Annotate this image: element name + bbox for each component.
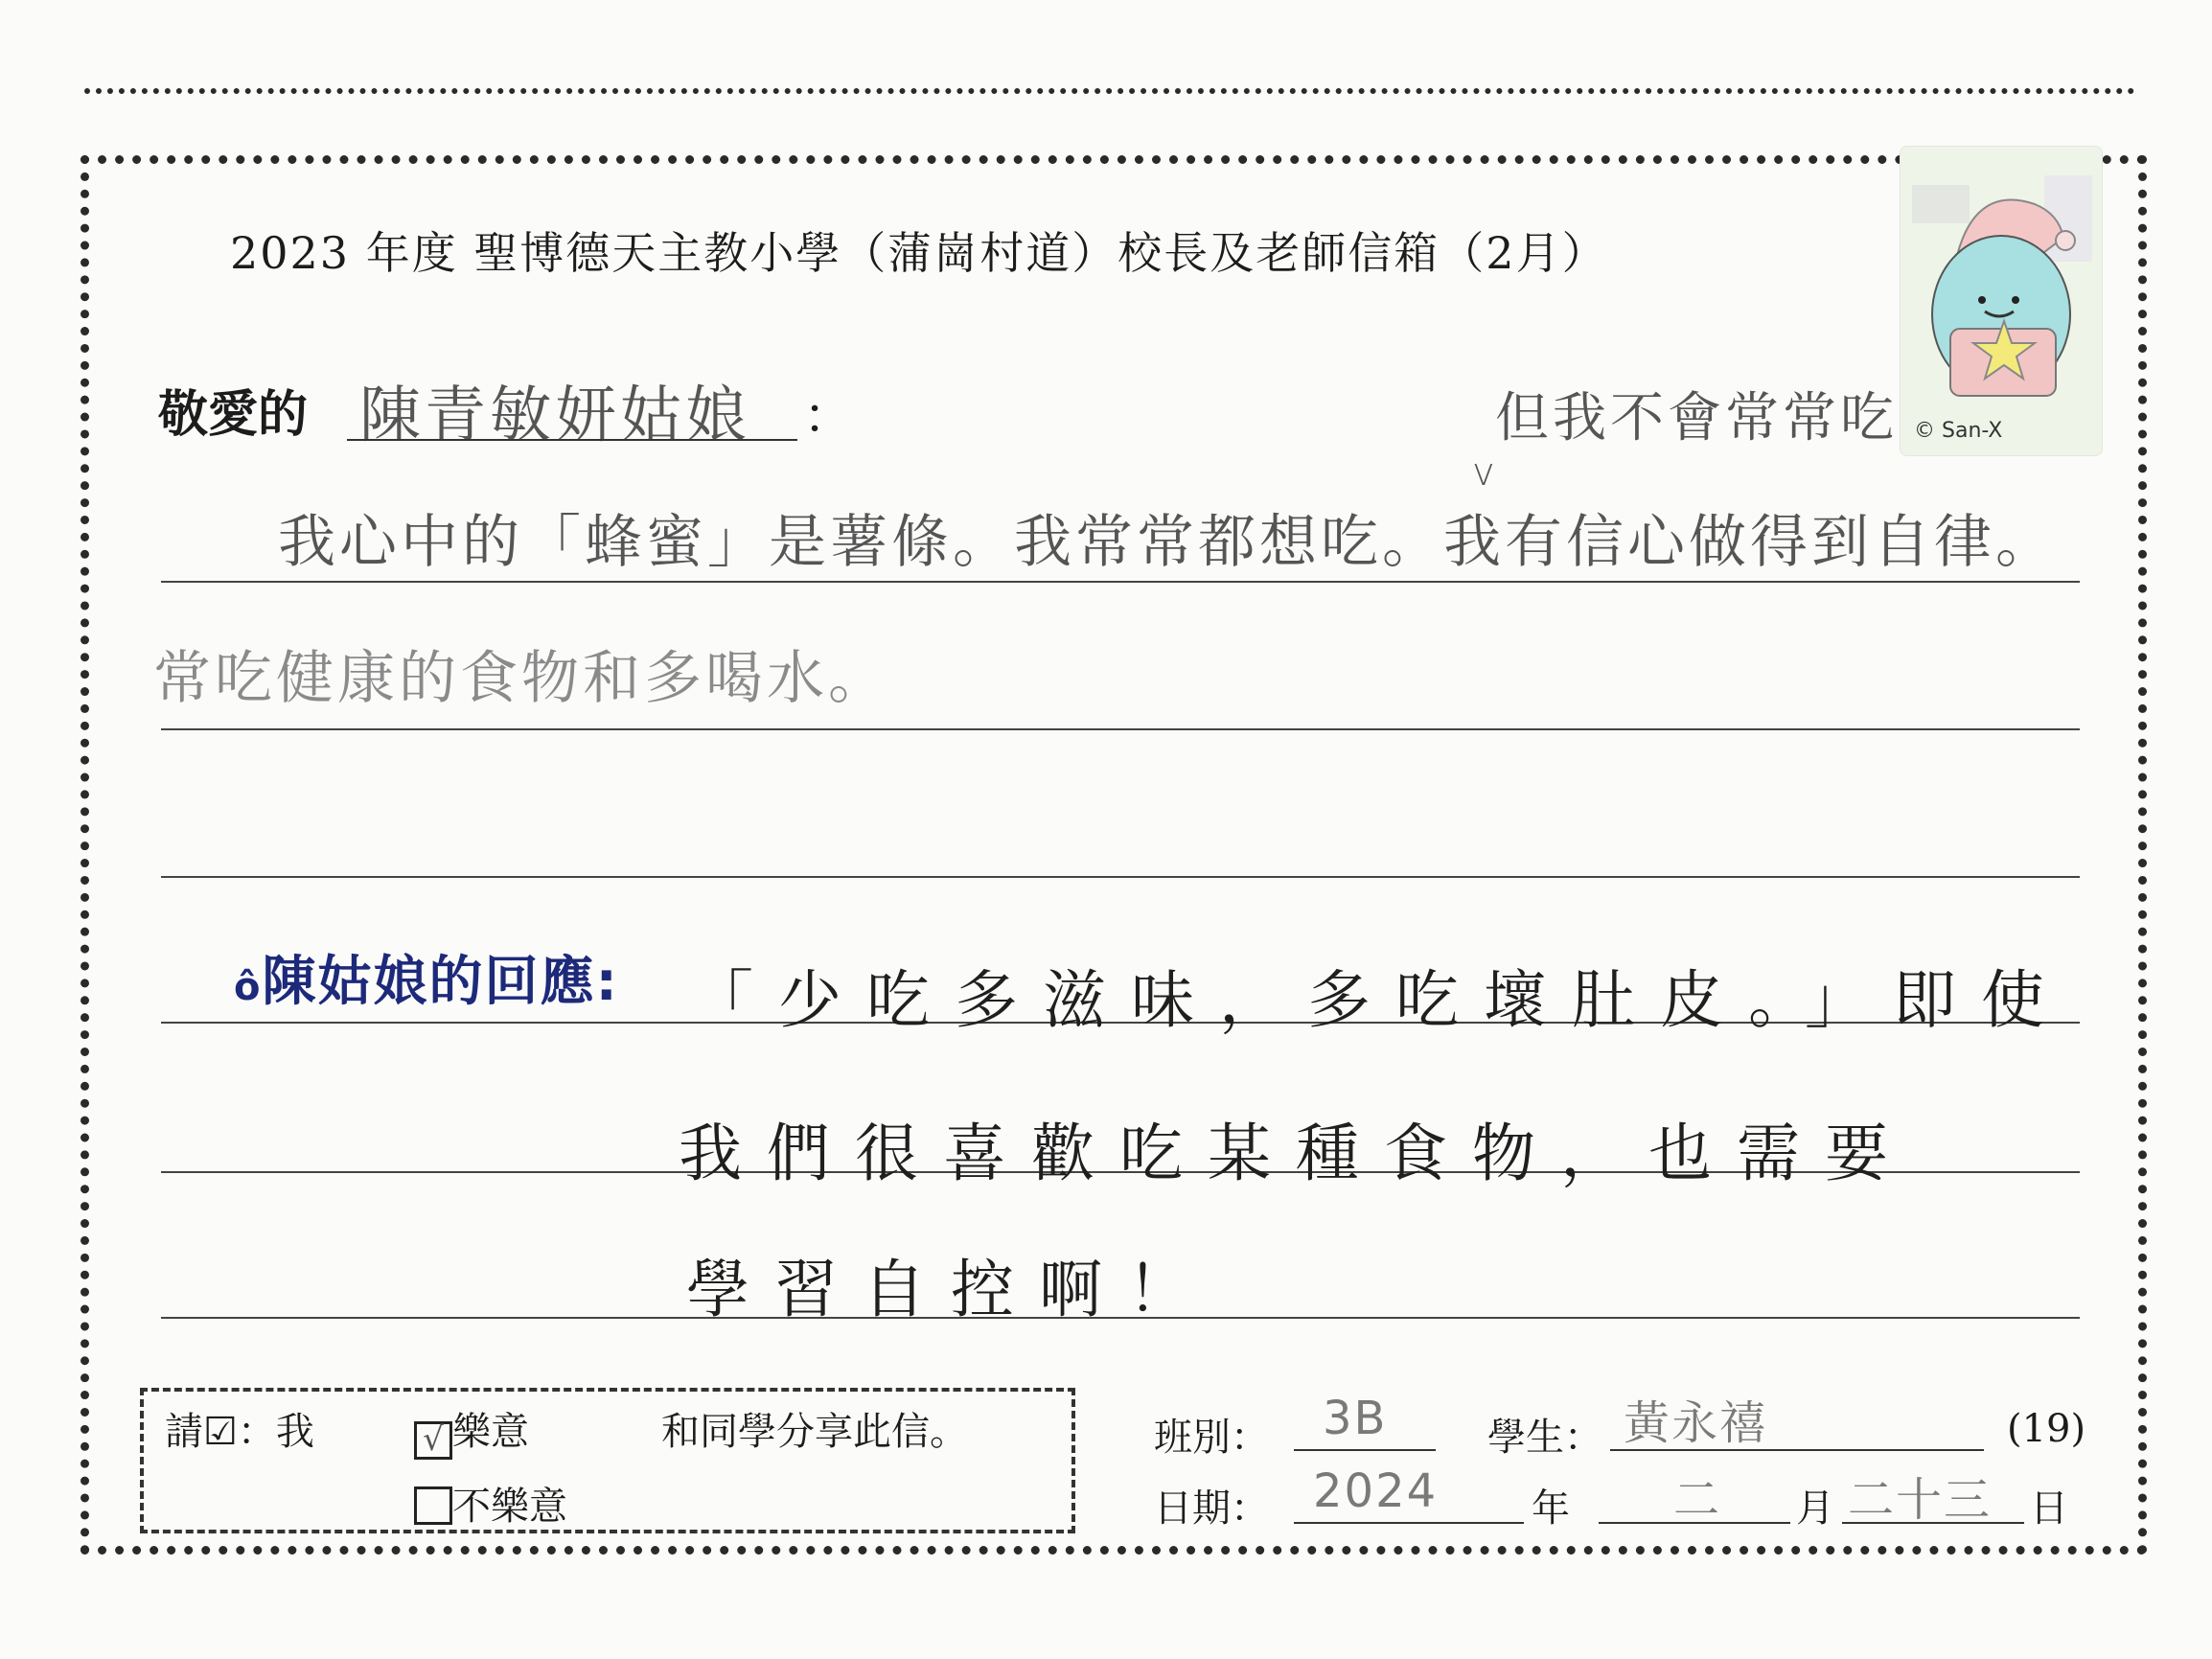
letter-frame [81,155,2147,1555]
year-label: 年 [1532,1486,1570,1531]
checkbox-no[interactable] [414,1486,452,1525]
class-blank [1294,1449,1436,1451]
top-dotted-border [84,88,2135,94]
month-label: 月 [1796,1486,1834,1531]
letter-insertion: 但我不會常常吃 [1495,387,1898,449]
year-blank [1294,1522,1524,1524]
penguin-sticker-icon [1901,147,2102,455]
day-label: 日 [2030,1486,2068,1531]
day-value: 二十三 [1848,1473,1993,1527]
sticker [1900,146,2103,456]
reply-label [234,939,619,1016]
option-yes-label: 樂意 [452,1410,529,1454]
reply-marker-icon: ô [234,965,263,1009]
recipient-underline [347,439,797,441]
day-blank [1842,1522,2024,1524]
reply-line-1: 「少吃多滋味，多吃壞肚皮。」即使 [690,963,2069,1037]
student-blank [1610,1449,1984,1451]
student-number: (19) [2007,1407,2086,1451]
student-label: 學生： [1487,1416,1602,1460]
share-prefix: 請☑：我 [165,1410,314,1454]
year-value: 2024 [1313,1464,1439,1518]
letter-line-2: 常吃健康的食物和多喝水。 [153,645,889,712]
class-label: 班別： [1154,1416,1269,1460]
checkbox-yes[interactable] [414,1421,452,1460]
check-mark: √ [423,1420,444,1459]
share-option-no[interactable] [414,1476,567,1531]
letter-line-1: 我心中的「蜂蜜」是薯條。我常常都想吃。我有信心做得到自律。 [278,509,2057,576]
greeting-label: 敬愛的 [158,386,309,444]
ruled-line [161,581,2080,583]
date-label: 日期： [1154,1486,1269,1531]
share-suffix: 和同學分享此信。 [661,1410,968,1454]
student-value: 黃永禧 [1624,1396,1768,1450]
share-option-yes[interactable] [414,1401,529,1460]
reply-line-2: 我們很喜歡吃某種食物，也需要 [679,1117,1913,1190]
ruled-line [161,876,2080,878]
insertion-caret: v [1472,450,1499,495]
class-value: 3B [1323,1392,1388,1445]
page-title: 2023 年度 聖博德天主教小學（蒲崗村道）校長及老師信箱（2月） [230,227,1608,279]
reply-label-text: 陳姑娘的回應: [262,951,619,1013]
recipient-name: 陳青敏妍姑娘 [359,380,750,451]
option-no-label: 不樂意 [452,1485,567,1529]
ruled-line [161,728,2080,730]
month-blank [1599,1522,1790,1524]
month-value: 二 [1673,1473,1722,1527]
reply-line-3: 學習自控啊！ [686,1253,1215,1326]
sticker-copyright: © San-X [1914,419,2003,443]
greeting-colon: ： [803,388,854,446]
